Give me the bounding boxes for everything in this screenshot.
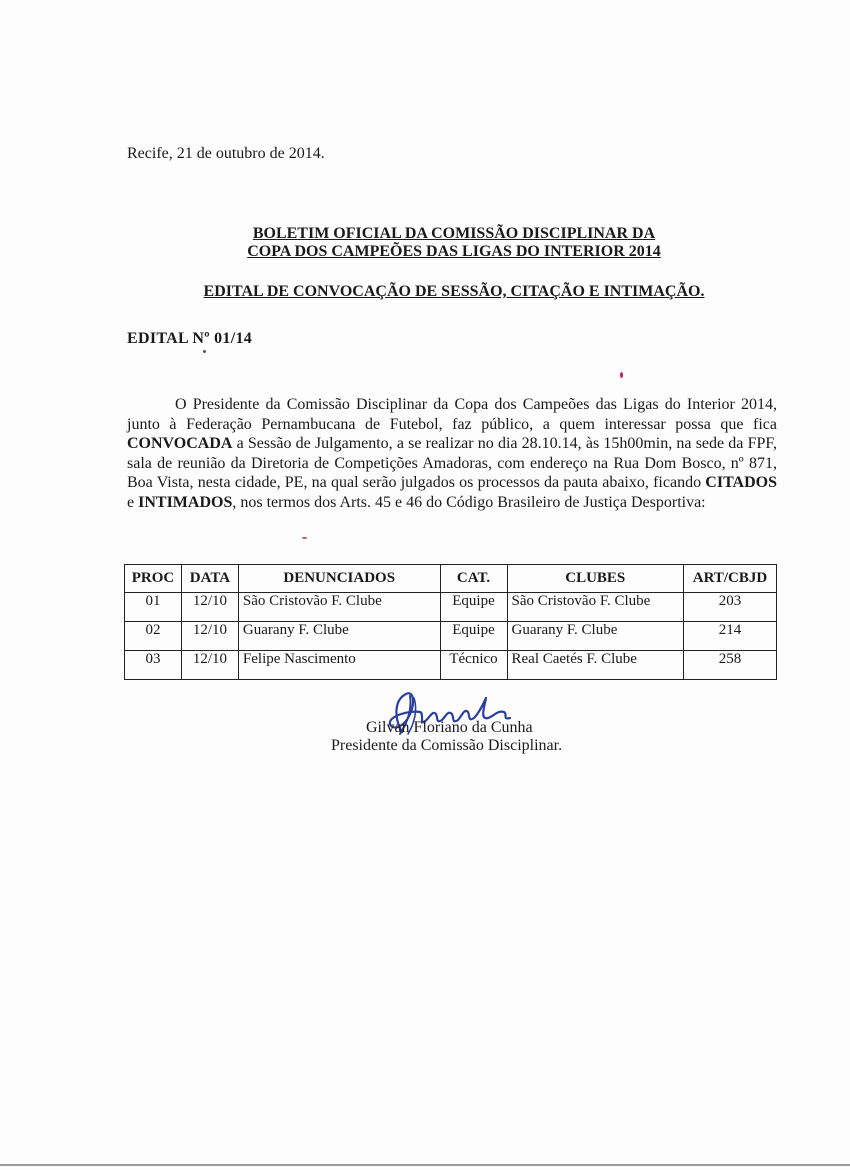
- table-row: [125, 651, 777, 680]
- table-row: [125, 622, 777, 651]
- header-cat: CAT.: [440, 565, 507, 593]
- cell-denunciado: Guarany F. Clube: [238, 622, 440, 651]
- cell-proc: 02: [125, 622, 182, 651]
- cell-cat: Equipe: [440, 622, 507, 651]
- body-citados: CITADOS: [705, 474, 777, 491]
- body-text-part2: a Sessão de Julgamento, a se realizar no dia 28.10.14, às 15h00min, na sede da FPF, sala de reunião da Diretoria de Competições Amadoras, com endereço na Rua Dom Bosco, nº 871, Boa Vista, nesta cidade, PE, na qual serão julgados os processos da pauta abaixo, ficando: [127, 435, 777, 491]
- cell-clube: São Cristovão F. Clube: [507, 593, 684, 622]
- signer-role: Presidente da Comissão Disciplinar.: [331, 737, 563, 754]
- body-intimados: INTIMADOS: [138, 493, 233, 511]
- title-line-2: COPA DOS CAMPEÕES DAS LIGAS DO INTERIOR 2014: [247, 243, 661, 260]
- scan-edge-line: [0, 1164, 850, 1166]
- process-table: [124, 564, 777, 680]
- cell-art: 203: [684, 593, 777, 622]
- cell-art: 258: [684, 651, 777, 680]
- cell-data: 12/10: [181, 622, 238, 651]
- body-convocada: CONVOCADA: [127, 435, 233, 452]
- cell-data: 12/10: [181, 593, 238, 622]
- cell-data: 12/10: [181, 651, 238, 680]
- cell-denunciado: Felipe Nascimento: [238, 651, 440, 680]
- header-denunciados: DENUNCIADOS: [238, 565, 440, 593]
- cell-clube: Guarany F. Clube: [507, 622, 684, 651]
- date-line: Recife, 21 de outubro de 2014.: [127, 145, 325, 162]
- body-text-part1: O Presidente da Comissão Disciplinar da Copa dos Campeões das Ligas do Interior 2014, junto à Federação Pernambucana de Futebol, faz público, a quem interessar possa que fica: [127, 396, 777, 433]
- cell-proc: 01: [125, 593, 182, 622]
- cell-cat: Técnico: [440, 651, 507, 680]
- header-art-cbjd: ART/CBJD: [684, 565, 777, 593]
- cell-cat: Equipe: [440, 593, 507, 622]
- body-paragraph: [127, 395, 777, 512]
- cell-clube: Real Caetés F. Clube: [507, 651, 684, 680]
- header-clubes: CLUBES: [507, 565, 684, 593]
- cell-art: 214: [684, 622, 777, 651]
- cell-proc: 03: [125, 651, 182, 680]
- subtitle: EDITAL DE CONVOCAÇÃO DE SESSÃO, CITAÇÃO E INTIMAÇÃO.: [203, 283, 705, 300]
- table-row: [125, 593, 777, 622]
- header-data: DATA: [181, 565, 238, 593]
- body-text-part3: e: [127, 493, 139, 511]
- ink-speck: [302, 537, 307, 539]
- header-proc: PROC: [125, 565, 182, 593]
- cell-denunciado: São Cristovão F. Clube: [238, 593, 440, 622]
- body-text-part4: , nos termos dos Arts. 45 e 46 do Código Brasileiro de Justiça Desportiva:: [232, 493, 706, 511]
- signer-name: Gilvan Floriano da Cunha: [366, 719, 533, 736]
- ink-speck: [620, 372, 623, 378]
- edital-number: EDITAL Nº 01/14: [127, 330, 253, 347]
- ink-speck: [203, 350, 206, 353]
- table-header-row: [125, 565, 777, 593]
- title-line-1: BOLETIM OFICIAL DA COMISSÃO DISCIPLINAR DA: [252, 225, 656, 242]
